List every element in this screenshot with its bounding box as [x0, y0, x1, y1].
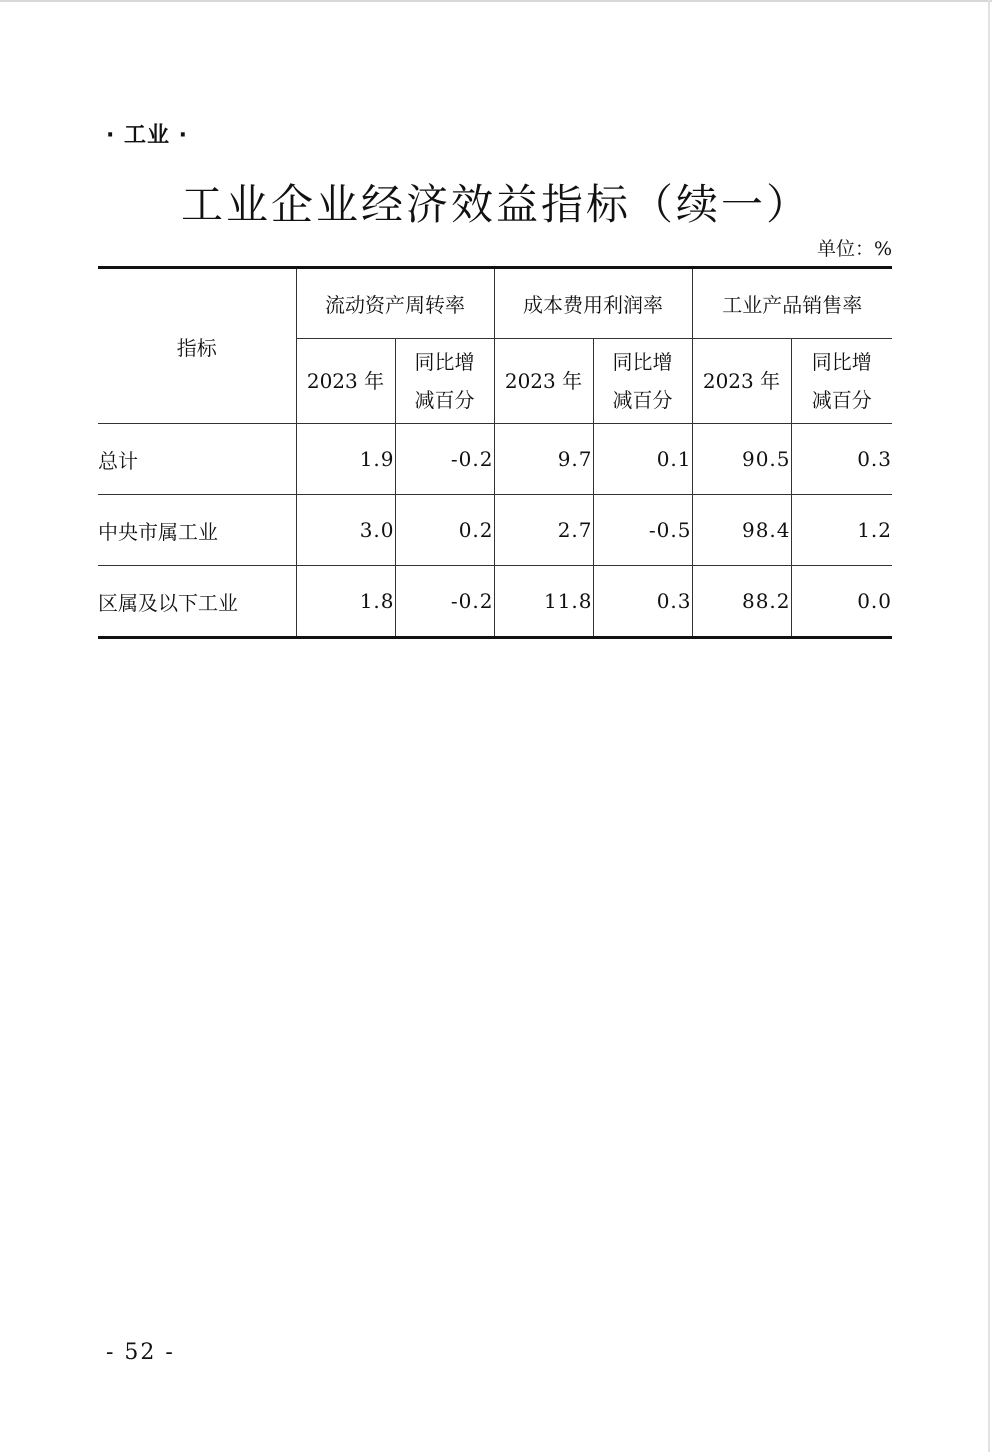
table-row	[98, 424, 892, 495]
data-cell: 1.8	[296, 566, 395, 638]
data-cell: 88.2	[692, 566, 791, 638]
page-top-border	[0, 0, 992, 2]
data-cell: 0.2	[395, 495, 494, 566]
group-header: 工业产品销售率	[692, 268, 892, 339]
row-label: 区属及以下工业	[98, 566, 296, 638]
change-subheader: 同比增 减百分	[791, 339, 892, 424]
group-header: 流动资产周转率	[296, 268, 494, 339]
data-cell: 9.7	[494, 424, 593, 495]
data-cell: -0.5	[593, 495, 692, 566]
data-cell: 90.5	[692, 424, 791, 495]
data-cell: 1.9	[296, 424, 395, 495]
row-label: 总计	[98, 424, 296, 495]
unit-label: 单位：%	[816, 238, 892, 260]
row-header-cell: 指标	[98, 268, 296, 424]
data-cell: 1.2	[791, 495, 892, 566]
data-cell: 0.0	[857, 589, 892, 613]
row-label: 中央市属工业	[98, 495, 296, 566]
data-cell: 2.7	[494, 495, 593, 566]
data-cell: -0.2	[395, 566, 494, 638]
data-cell: 3.0	[296, 495, 395, 566]
data-cell: 0.1	[593, 424, 692, 495]
group-header: 成本费用利润率	[494, 268, 692, 339]
change-subheader: 同比增 减百分	[395, 339, 494, 424]
data-cell: -0.2	[395, 424, 494, 495]
year-subheader: 2023 年	[296, 339, 395, 424]
year-subheader: 2023 年	[494, 339, 593, 424]
data-cell: 0.3	[791, 424, 892, 495]
indicator-table	[98, 266, 892, 639]
year-subheader: 2023 年	[692, 339, 791, 424]
section-tag: · 工业 ·	[106, 123, 189, 148]
data-cell: 98.4	[692, 495, 791, 566]
page-number: - 52 -	[106, 1340, 175, 1365]
table-row	[98, 495, 892, 566]
data-cell: 11.8	[494, 566, 593, 638]
change-subheader: 同比增 减百分	[593, 339, 692, 424]
document-title: 工业企业经济效益指标（续一）	[180, 180, 811, 229]
data-cell: 0.3	[593, 566, 692, 638]
table-row	[98, 566, 892, 638]
